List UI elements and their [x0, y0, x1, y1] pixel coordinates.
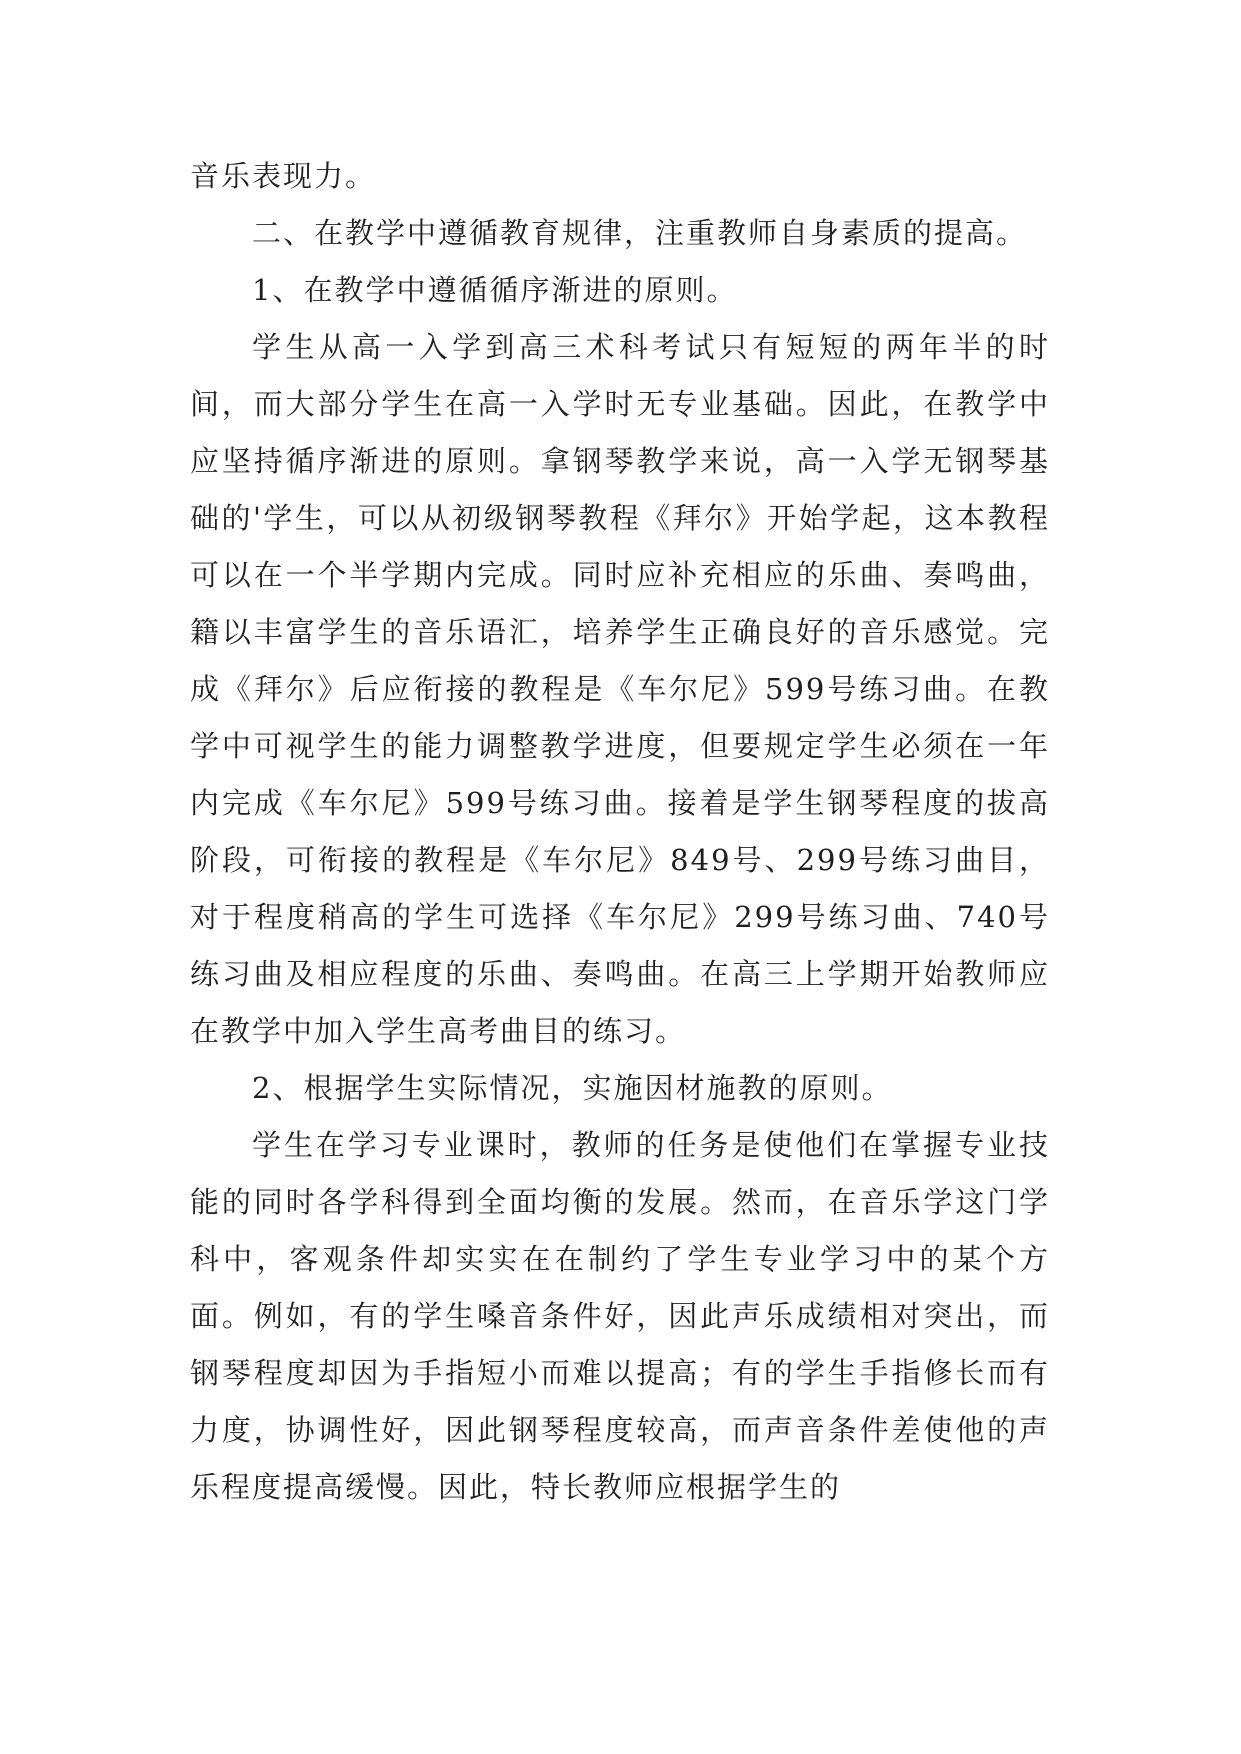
document-body	[190, 148, 1050, 1516]
subheading-2: 2、根据学生实际情况，实施因材施教的原则。	[252, 1071, 893, 1105]
paragraph-piano-progression: 学生从高一入学到高三术科考试只有短短的两年半的时间，而大部分学生在高一入学时无专业基础。因此，在教学中应坚持循序渐进的原则。拿钢琴教学来说，高一入学无钢琴基础的'学生，可以从初级钢琴教程《拜尔》开始学起，这本教程可以在一个半学期内完成。同时应补充相应的乐曲、奏鸣曲，籍以丰富学生的音乐语汇，培养学生正确良好的音乐感觉。完成《拜尔》后应衔接的教程是《车尔尼》599号练习曲。在教学中可视学生的能力调整教学进度，但要规定学生必须在一年内完成《车尔尼》599号练习曲。接着是学生钢琴程度的拔高阶段，可衔接的教程是《车尔尼》849号、299号练习曲目，对于程度稍高的学生可选择《车尔尼》299号练习曲、740号练习曲及相应程度的乐曲、奏鸣曲。在高三上学期开始教师应在教学中加入学生高考曲目的练习。	[190, 330, 1050, 1048]
paragraph-continuation: 音乐表现力。	[190, 159, 377, 193]
paragraph-individualized-teaching: 学生在学习专业课时，教师的任务是使他们在掌握专业技能的同时各学科得到全面均衡的发展。然而，在音乐学这门学科中，客观条件却实实在在制约了学生专业学习中的某个方面。例如，有的学生嗓音条件好，因此声乐成绩相对突出，而钢琴程度却因为手指短小而难以提高；有的学生手指修长而有力度，协调性好，因此钢琴程度较高，而声音条件差使他的声乐程度提高缓慢。因此，特长教师应根据学生的	[190, 1128, 1050, 1504]
section-heading-2: 二、在教学中遵循教育规律，注重教师自身素质的提高。	[252, 216, 1028, 250]
subheading-1: 1、在教学中遵循循序渐进的原则。	[252, 273, 738, 307]
